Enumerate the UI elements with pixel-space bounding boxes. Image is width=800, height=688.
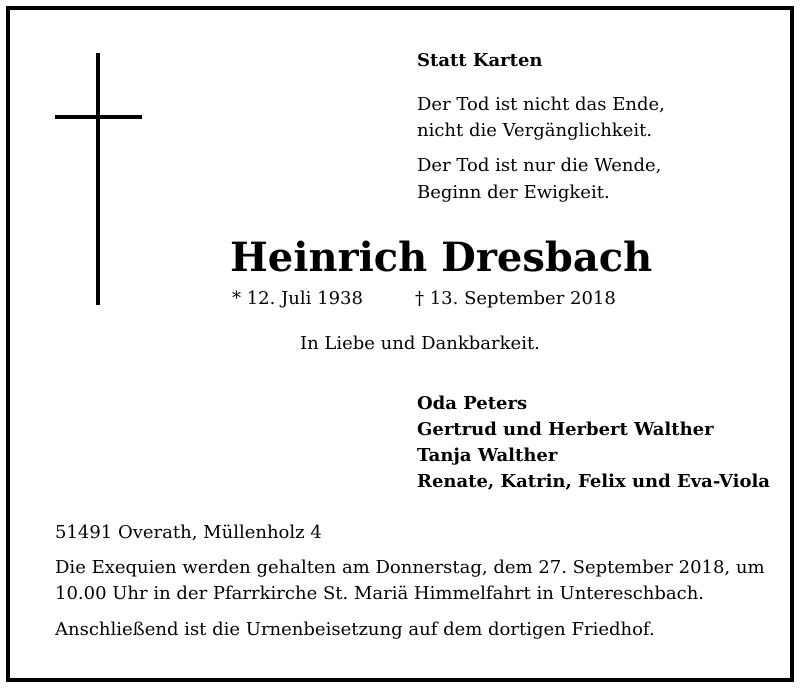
cross-vertical-bar: [96, 53, 100, 305]
poem-line-3: Der Tod ist nur die Wende,: [417, 155, 662, 176]
deceased-name: Heinrich Dresbach: [230, 234, 653, 281]
service-line-1: Die Exequien werden gehalten am Donnerstag, dem 27. September 2018, um: [55, 557, 765, 578]
address-line: 51491 Overath, Müllenholz 4: [55, 522, 322, 543]
mourner-name: Renate, Katrin, Felix und Eva-Viola: [417, 471, 770, 492]
mourner-name: Tanja Walther: [417, 445, 558, 466]
birth-date: * 12. Juli 1938: [232, 288, 363, 309]
service-line-2: 10.00 Uhr in der Pfarrkirche St. Mariä Himmelfahrt in Untereschbach.: [55, 583, 705, 604]
statt-karten-heading: Statt Karten: [417, 50, 543, 71]
cross-horizontal-bar: [55, 115, 142, 119]
mourner-name: Gertrud und Herbert Walther: [417, 419, 714, 440]
mourner-name: Oda Peters: [417, 393, 528, 414]
poem-line-1: Der Tod ist nicht das Ende,: [417, 94, 665, 115]
dedication-text: In Liebe und Dankbarkeit.: [300, 333, 540, 354]
poem-line-4: Beginn der Ewigkeit.: [417, 182, 610, 203]
burial-line: Anschließend ist die Urnenbeisetzung auf dem dortigen Friedhof.: [55, 619, 655, 640]
death-date: † 13. September 2018: [415, 288, 616, 309]
poem-line-2: nicht die Vergänglichkeit.: [417, 120, 653, 141]
